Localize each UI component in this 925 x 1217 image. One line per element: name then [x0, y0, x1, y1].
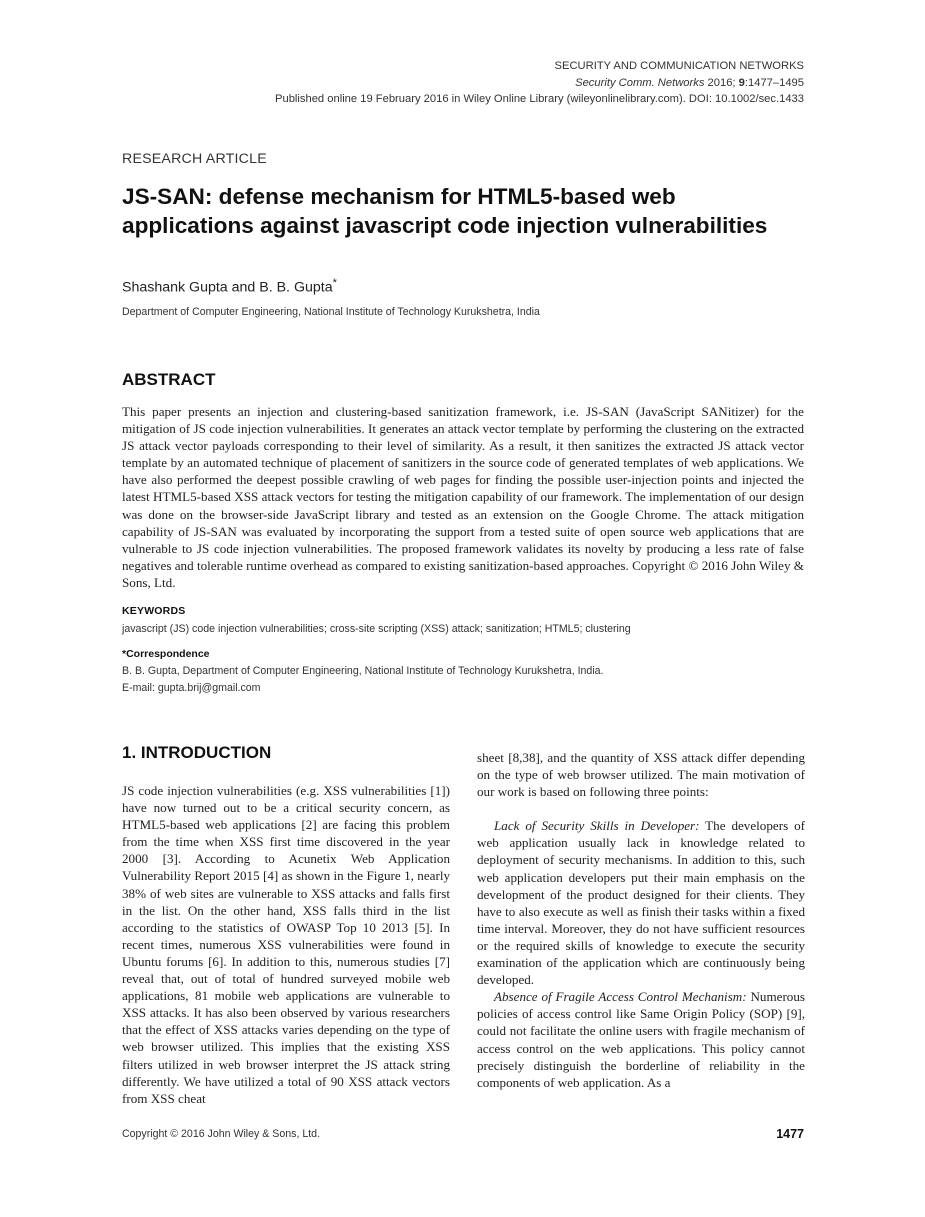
abstract-heading: ABSTRACT	[122, 370, 216, 389]
published-line: Published online 19 February 2016 in Wiley Online Library (wileyonlinelibrary.com). DOI: 10.1002/sec.1433	[275, 93, 804, 105]
citation-volume: 9	[738, 76, 745, 89]
journal-citation	[275, 75, 804, 92]
intro-paragraph: JS code injection vulnerabilities (e.g. XSS vulnerabilities [1]) have now turned out to be a critical security concern, as HTML5-based web applications [2] are facing this problem from the time when XSS first time discovered in the year 2000 [3]. According to Acunetix Web Application Vulnerability Report 2015 [4] as shown in the Figure 1, nearly 38% of web sites are vulnerable to XSS attacks and falls first in the list. On the other hand, XSS falls third in the list according to the statistics of OWASP Top 10 2013 [5]. In recent times, numerous XSS vulnerabilities were found in Ubuntu forums [6]. In addition to this, numerous studies [7] reveal that, out of total of hundred surveyed mobile web applications, 81 mobile web applications are vulnerable to XSS attacks. It has also been observed by various researchers that the effect of XSS attacks varies depending on the type of web browser utilized. This implies that the existing XSS filters utilized in web browser interpret the JS attack string differently. We have utilized a total of 90 XSS attack vectors from XSS cheat	[122, 783, 450, 1106]
correspondence-email: E-mail: gupta.brij@gmail.com	[122, 682, 261, 694]
affiliation: Department of Computer Engineering, National Institute of Technology Kurukshetra, India	[122, 306, 540, 318]
abstract-text: This paper presents an injection and clustering-based sanitization framework, i.e. JS-SAN (JavaScript SANitizer) for the mitigation of JS code injection vulnerabilities. It generates an attack vector template by performing the clustering on the extracted JS attack vector payloads corresponding to their level of similarity. As a result, it then sanitizes the extracted JS attack vector template by an automated technique of placement of sanitizers in the source code of generated templates of web applications. We have also performed the deepest possible crawling of web pages for finding the possible user-injection points and injected the latest HTML5-based XSS attack vectors for testing the mitigation capability of our framework. The implementation of our design was done on the browser-side JavaScript library and tested as an extension on the Google Chrome. The attack mitigation capability of JS-SAN was evaluated by incorporating the support from a tested suite of open source web applications that are vulnerable to JS code injection vulnerabilities. The proposed framework validates its novelty by producing a less rate of false negatives and tolerable runtime overhead as compared to existing sanitization-based approaches. Copyright © 2016 John Wiley & Sons, Ltd.	[122, 404, 804, 590]
right-column	[477, 749, 805, 1091]
article-type: RESEARCH ARTICLE	[122, 151, 267, 167]
introduction-heading: 1. INTRODUCTION	[122, 743, 272, 762]
point-access-control	[477, 988, 805, 1091]
point-text: The developers of web application usually lack in knowledge related to deployment of security mechanisms. In addition to this, such web application developers put their main emphasis on the development of the product designed for their clients. They have to also execute as well as finish their tasks within a fixed time interval. Moreover, they do not have sufficient resources or the required skills of knowledge to execute the security examination of the application which are continuously being developed.	[477, 818, 805, 988]
correspondence-address: B. B. Gupta, Department of Computer Engineering, National Institute of Technology Kurukshetra, India.	[122, 665, 604, 677]
footer-copyright: Copyright © 2016 John Wiley & Sons, Ltd.	[122, 1128, 321, 1140]
journal-name: SECURITY AND COMMUNICATION NETWORKS	[554, 60, 804, 72]
keywords-text: javascript (JS) code injection vulnerabilities; cross-site scripting (XSS) attack; sanitization; HTML5; clustering	[122, 623, 631, 635]
point-text: Numerous policies of access control like Same Origin Policy (SOP) [9], could not facilitate the online users with fragile mechanism of access control on the web applications. This policy cannot precisely distinguish the borderline of reliability in the components of web application. As a	[477, 989, 805, 1090]
page-number: 1477	[776, 1127, 804, 1141]
correspondence-heading: *Correspondence	[122, 648, 210, 660]
journal-header	[275, 58, 804, 108]
paper-title: JS-SAN: defense mechanism for HTML5-based web applications against javascript code injection vulnerabilities	[122, 184, 768, 238]
corresponding-author-mark: *	[332, 277, 337, 289]
keywords-heading: KEYWORDS	[122, 605, 186, 617]
citation-year: 2016;	[707, 76, 736, 89]
point-title: Lack of Security Skills in Developer:	[494, 818, 700, 834]
left-column	[122, 782, 450, 1107]
point-security-skills	[477, 817, 805, 988]
intro-paragraph-continued: sheet [8,38], and the quantity of XSS attack differ depending on the type of web browser utilized. The main motivation of our work is based on following three points:	[477, 750, 805, 800]
point-title: Absence of Fragile Access Control Mechanism:	[494, 989, 747, 1005]
author-names: Shashank Gupta and B. B. Gupta	[122, 279, 333, 296]
citation-journal: Security Comm. Networks	[575, 76, 705, 89]
citation-pages: :1477–1495	[744, 76, 804, 89]
authors	[122, 277, 337, 296]
